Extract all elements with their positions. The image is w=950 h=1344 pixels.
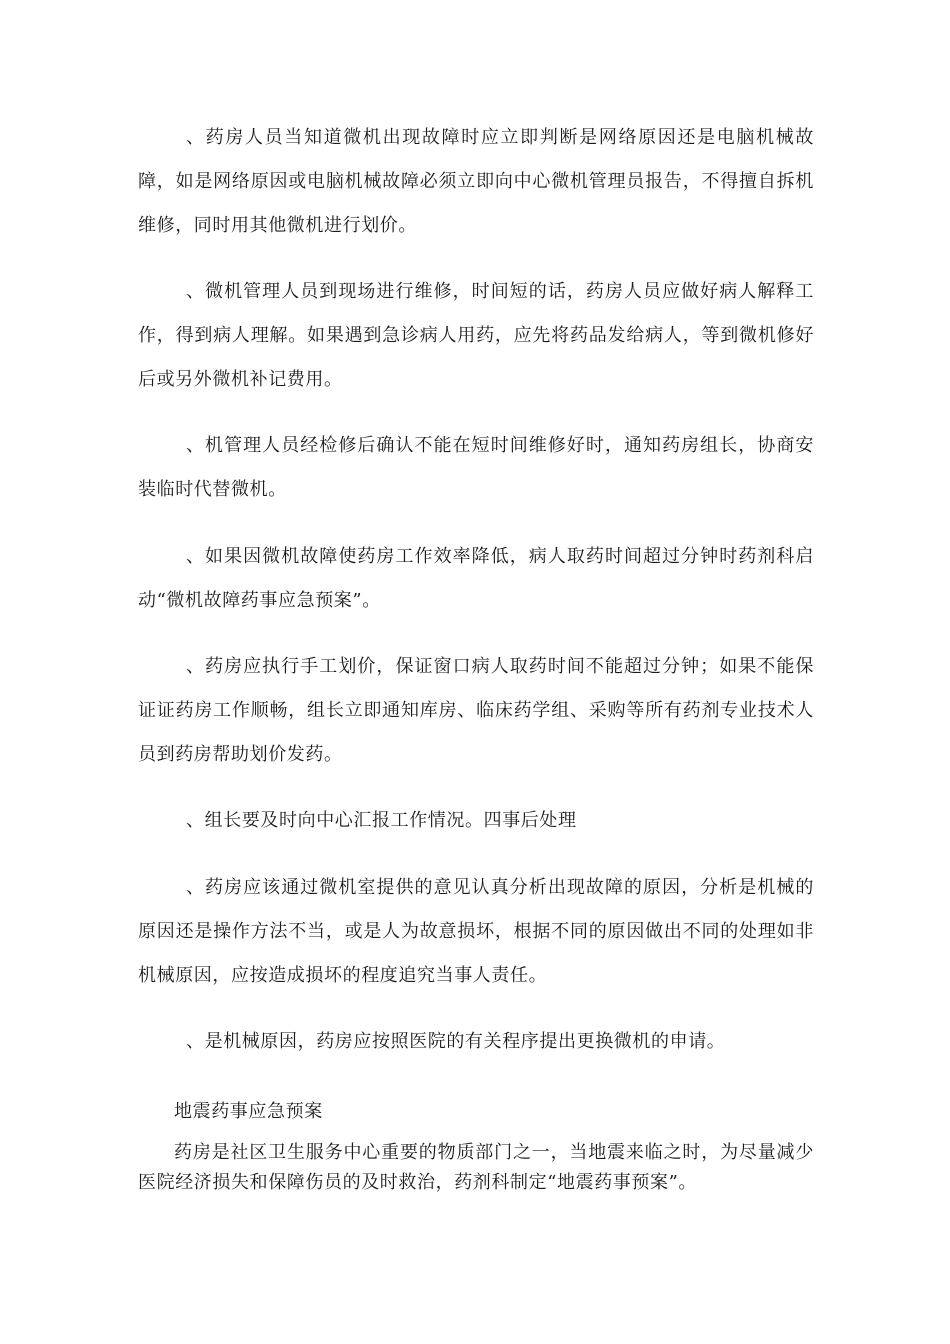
paragraph-3: 、机管理人员经检修后确认不能在短时间维修好时，通知药房组长，协商安装临时代替微机。	[138, 435, 814, 500]
section-heading: 地震药事应急预案	[174, 1101, 323, 1122]
paragraph-6: 、组长要及时向中心汇报工作情况。四事后处理	[186, 810, 577, 831]
intro-paragraph: 药房是社区卫生服务中心重要的物质部门之一，当地震来临之时，为尽量减少医院经济损失和保障伤员的及时救治，药剂科制定“地震药事预案”。	[138, 1142, 814, 1193]
paragraph-8: 、是机械原因，药房应按照医院的有关程序提出更换微机的申请。	[186, 1031, 726, 1052]
paragraph-1: 、药房人员当知道微机出现故障时应立即判断是网络原因还是电脑机械故障，如是网络原因或电脑机械故障必须立即向中心微机管理员报告，不得擅自拆机维修，同时用其他微机进行划价。	[138, 127, 814, 236]
paragraph-7: 、药房应该通过微机室提供的意见认真分析出现故障的原因，分析是机械的原因还是操作方法不当，或是人为故意损坏，根据不同的原因做出不同的处理如非机械原因，应按造成损坏的程度追究当事人责任。	[138, 877, 814, 986]
paragraph-2: 、微机管理人员到现场进行维修，时间短的话，药房人员应做好病人解释工作，得到病人理解。如果遇到急诊病人用药，应先将药品发给病人，等到微机修好后或另外微机补记费用。	[138, 281, 814, 390]
paragraph-4: 、如果因微机故障使药房工作效率降低，病人取药时间超过分钟时药剂科启动“微机故障药事应急预案”。	[138, 546, 814, 611]
paragraph-5: 、药房应执行手工划价，保证窗口病人取药时间不能超过分钟；如果不能保证证药房工作顺畅，组长立即通知库房、临床药学组、采购等所有药剂专业技术人员到药房帮助划价发药。	[138, 656, 814, 765]
